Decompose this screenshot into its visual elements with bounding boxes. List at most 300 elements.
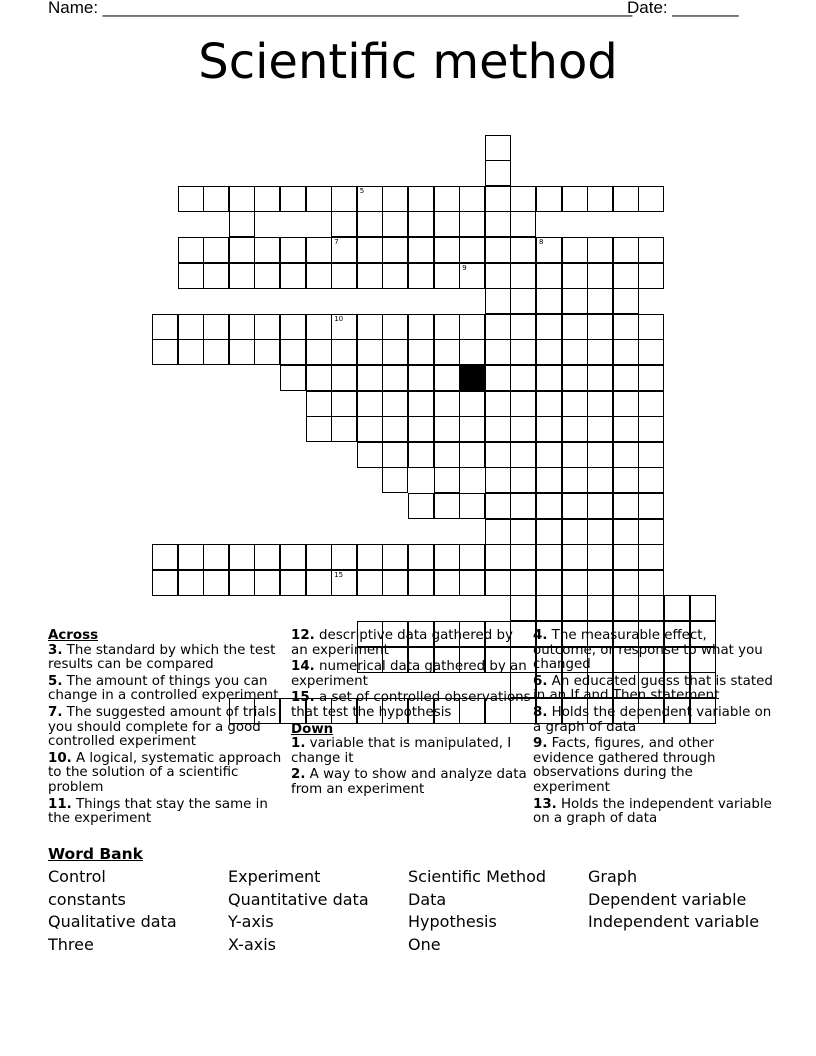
grid-cell[interactable] (280, 339, 306, 365)
clue-text: descriptive data gathered by an experiment (291, 628, 513, 658)
grid-cell[interactable] (536, 595, 562, 621)
clue-section-header: Down (291, 721, 334, 737)
grid-cell[interactable] (331, 365, 357, 391)
grid-cell[interactable] (536, 186, 562, 212)
grid-cell[interactable] (178, 339, 204, 365)
grid-cell[interactable] (280, 544, 306, 570)
grid-cell[interactable] (510, 442, 536, 468)
grid-cell[interactable] (280, 237, 306, 263)
grid-cell[interactable] (306, 416, 332, 442)
grid-cell[interactable] (254, 570, 280, 596)
grid-cell[interactable] (638, 237, 664, 263)
grid-cell[interactable] (638, 519, 664, 545)
grid-cell[interactable] (690, 595, 716, 621)
grid-cell[interactable] (331, 570, 357, 596)
clue-text: Holds the independent variable on a graph of data (533, 796, 772, 827)
grid-cell[interactable] (178, 186, 204, 212)
grid-cell[interactable] (485, 237, 511, 263)
clue-number: 8 (539, 238, 544, 246)
clue-item (48, 752, 288, 796)
grid-cell[interactable] (613, 339, 639, 365)
grid-cell[interactable] (485, 288, 511, 314)
grid-cell[interactable] (408, 365, 434, 391)
grid-cell[interactable] (459, 570, 485, 596)
grid-cell[interactable] (485, 442, 511, 468)
clue-text: variable that is manipulated, I change it (291, 736, 512, 766)
grid-cell[interactable] (562, 314, 588, 340)
grid-cell[interactable] (434, 237, 460, 263)
clue-number-label: 1. (291, 736, 306, 752)
grid-cell[interactable] (459, 314, 485, 340)
grid-cell[interactable] (331, 211, 357, 237)
word-bank-entry: Graph (588, 867, 638, 886)
grid-cell[interactable] (229, 544, 255, 570)
grid-cell[interactable] (638, 442, 664, 468)
grid-cell[interactable] (229, 570, 255, 596)
grid-cell[interactable] (510, 570, 536, 596)
grid-cell[interactable] (408, 416, 434, 442)
grid-cell[interactable] (536, 288, 562, 314)
grid-cell[interactable] (510, 544, 536, 570)
grid-cell[interactable] (638, 339, 664, 365)
grid-cell[interactable] (587, 365, 613, 391)
grid-cell[interactable] (306, 570, 332, 596)
clue-item (48, 706, 288, 750)
grid-cell[interactable] (485, 416, 511, 442)
grid-cell[interactable] (510, 237, 536, 263)
grid-cell[interactable] (613, 391, 639, 417)
grid-cell[interactable] (331, 391, 357, 417)
grid-cell[interactable] (459, 544, 485, 570)
grid-cell[interactable] (382, 391, 408, 417)
grid-cell[interactable] (306, 314, 332, 340)
grid-cell[interactable] (485, 544, 511, 570)
grid-cell[interactable] (357, 391, 383, 417)
grid-cell[interactable] (510, 186, 536, 212)
grid-cell[interactable] (408, 391, 434, 417)
grid-cell[interactable] (357, 365, 383, 391)
grid-cell[interactable] (434, 186, 460, 212)
grid-cell[interactable] (562, 442, 588, 468)
grid-cell[interactable] (587, 544, 613, 570)
grid-cell[interactable] (459, 391, 485, 417)
grid-cell[interactable] (613, 493, 639, 519)
grid-cell[interactable] (485, 314, 511, 340)
grid-cell[interactable] (178, 570, 204, 596)
grid-cell[interactable] (587, 314, 613, 340)
grid-cell[interactable] (434, 211, 460, 237)
grid-cell[interactable] (229, 237, 255, 263)
grid-cell[interactable] (638, 186, 664, 212)
grid-cell[interactable] (382, 365, 408, 391)
grid-cell[interactable] (382, 544, 408, 570)
word-bank-entry: Scientific Method (408, 867, 547, 886)
clue-number-label: 12. (291, 628, 315, 643)
grid-cell[interactable] (587, 288, 613, 314)
grid-cell[interactable] (382, 416, 408, 442)
grid-cell[interactable] (280, 186, 306, 212)
word-bank-title: Word Bank (48, 845, 143, 863)
clue-text: Holds the dependent variable on a graph of data (533, 704, 772, 735)
grid-cell[interactable] (587, 570, 613, 596)
page-title: Scientific method (198, 34, 618, 90)
grid-cell[interactable] (229, 263, 255, 289)
grid-cell[interactable] (459, 211, 485, 237)
grid-cell[interactable] (638, 391, 664, 417)
grid-cell[interactable] (613, 416, 639, 442)
grid-cell[interactable] (485, 493, 511, 519)
grid-cell[interactable] (331, 314, 357, 340)
grid-cell[interactable] (613, 288, 639, 314)
grid-cell[interactable] (485, 135, 511, 161)
grid-cell[interactable] (152, 314, 178, 340)
grid-cell[interactable] (536, 467, 562, 493)
grid-cell[interactable] (254, 544, 280, 570)
grid-cell[interactable] (306, 391, 332, 417)
grid-cell[interactable] (382, 570, 408, 596)
clue-number-label: 11. (48, 796, 72, 812)
grid-cell[interactable] (562, 493, 588, 519)
clue-item (533, 675, 773, 704)
clue-text: An educated guess that is stated in an If and Then statement (533, 673, 773, 704)
grid-cell[interactable] (280, 263, 306, 289)
grid-cell[interactable] (408, 314, 434, 340)
clue-section-header: Across (48, 628, 99, 643)
grid-cell[interactable] (536, 493, 562, 519)
grid-cell[interactable] (536, 416, 562, 442)
grid-cell[interactable] (203, 314, 229, 340)
grid-cell[interactable] (562, 237, 588, 263)
grid-cell[interactable] (510, 493, 536, 519)
grid-cell[interactable] (434, 365, 460, 391)
grid-cell[interactable] (562, 391, 588, 417)
grid-cell[interactable] (485, 339, 511, 365)
grid-cell[interactable] (562, 339, 588, 365)
grid-cell[interactable] (485, 365, 511, 391)
grid-cell[interactable] (510, 467, 536, 493)
grid-cell[interactable] (536, 339, 562, 365)
grid-cell[interactable] (306, 339, 332, 365)
clue-text: The standard by which the test results can be compared (48, 642, 276, 673)
grid-cell[interactable] (254, 339, 280, 365)
word-bank-entry: Qualitative data (48, 912, 177, 932)
grid-cell[interactable] (459, 186, 485, 212)
grid-cell[interactable] (638, 493, 664, 519)
grid-cell[interactable] (536, 237, 562, 263)
grid-cell[interactable] (613, 570, 639, 596)
word-bank-entry: Dependent variable (588, 889, 747, 909)
grid-cell[interactable] (613, 595, 639, 621)
grid-cell[interactable] (382, 263, 408, 289)
grid-cell[interactable] (587, 339, 613, 365)
grid-cell[interactable] (510, 391, 536, 417)
grid-cell[interactable] (562, 263, 588, 289)
grid-cell[interactable] (408, 570, 434, 596)
grid-cell[interactable] (613, 467, 639, 493)
grid-cell[interactable] (536, 391, 562, 417)
grid-cell[interactable] (331, 237, 357, 263)
grid-cell[interactable] (357, 211, 383, 237)
grid-cell[interactable] (485, 391, 511, 417)
grid-cell[interactable] (510, 519, 536, 545)
grid-cell[interactable] (331, 263, 357, 289)
grid-cell[interactable] (536, 570, 562, 596)
grid-cell[interactable] (485, 519, 511, 545)
clue-number-label: 2. (291, 767, 306, 783)
grid-cell[interactable] (459, 416, 485, 442)
grid-cell[interactable] (510, 416, 536, 442)
grid-cell[interactable] (562, 595, 588, 621)
grid-cell[interactable] (229, 314, 255, 340)
clue-item (291, 768, 531, 797)
clue-item (48, 675, 288, 704)
clues-column-3 (533, 629, 773, 829)
grid-cell[interactable] (178, 314, 204, 340)
grid-cell[interactable] (536, 314, 562, 340)
grid-cell[interactable] (485, 186, 511, 212)
grid-cell[interactable] (587, 493, 613, 519)
grid-cell[interactable] (306, 237, 332, 263)
grid-cell[interactable] (254, 186, 280, 212)
grid-cell[interactable] (613, 365, 639, 391)
clue-number: 7 (334, 238, 339, 246)
grid-cell[interactable] (536, 442, 562, 468)
grid-cell[interactable] (562, 416, 588, 442)
grid-cell[interactable] (613, 237, 639, 263)
grid-cell[interactable] (408, 339, 434, 365)
grid-cell[interactable] (203, 237, 229, 263)
grid-cell[interactable] (562, 467, 588, 493)
grid-cell[interactable] (229, 186, 255, 212)
grid-cell[interactable] (459, 365, 485, 391)
grid-cell[interactable] (357, 544, 383, 570)
clue-text: The measurable effect, outcome, or response to what you changed (533, 628, 763, 673)
clue-number-label: 15. (291, 690, 315, 706)
grid-cell[interactable] (562, 186, 588, 212)
grid-cell[interactable] (562, 365, 588, 391)
grid-cell[interactable] (485, 467, 511, 493)
grid-cell[interactable] (357, 237, 383, 263)
grid-cell[interactable] (536, 263, 562, 289)
grid-cell[interactable] (408, 237, 434, 263)
clue-item (291, 629, 531, 658)
grid-cell[interactable] (562, 544, 588, 570)
grid-cell[interactable] (536, 544, 562, 570)
grid-cell[interactable] (638, 263, 664, 289)
grid-cell[interactable] (613, 186, 639, 212)
word-bank-entry: Y-axis (228, 912, 274, 932)
grid-cell[interactable] (459, 339, 485, 365)
grid-cell[interactable] (638, 595, 664, 621)
grid-cell[interactable] (613, 314, 639, 340)
grid-cell[interactable] (434, 416, 460, 442)
grid-cell[interactable] (229, 211, 255, 237)
grid-cell[interactable] (357, 314, 383, 340)
grid-cell[interactable] (408, 263, 434, 289)
grid-cell[interactable] (434, 339, 460, 365)
grid-cell[interactable] (254, 314, 280, 340)
clue-text: Facts, figures, and other evidence gathered through observations during the experiment (533, 736, 716, 795)
grid-cell[interactable] (382, 314, 408, 340)
grid-cell[interactable] (613, 442, 639, 468)
grid-cell[interactable] (280, 365, 306, 391)
grid-cell[interactable] (562, 570, 588, 596)
grid-cell[interactable] (382, 467, 408, 493)
grid-cell[interactable] (357, 442, 383, 468)
grid-cell[interactable] (536, 365, 562, 391)
grid-cell[interactable] (510, 595, 536, 621)
grid-cell[interactable] (280, 570, 306, 596)
grid-cell[interactable] (203, 186, 229, 212)
grid-cell[interactable] (510, 314, 536, 340)
grid-cell[interactable] (229, 339, 255, 365)
grid-cell[interactable] (357, 570, 383, 596)
grid-cell[interactable] (382, 186, 408, 212)
clue-number: 5 (359, 186, 365, 195)
grid-cell[interactable] (178, 263, 204, 289)
grid-cell[interactable] (510, 339, 536, 365)
grid-cell[interactable] (357, 186, 383, 212)
grid-cell[interactable] (357, 339, 383, 365)
grid-cell[interactable] (152, 544, 178, 570)
grid-cell[interactable] (613, 519, 639, 545)
clue-number: 9 (462, 263, 467, 272)
grid-cell[interactable] (459, 263, 485, 289)
grid-cell[interactable] (408, 442, 434, 468)
grid-cell[interactable] (434, 391, 460, 417)
clue-item (533, 737, 773, 795)
grid-cell[interactable] (587, 467, 613, 493)
grid-cell[interactable] (485, 263, 511, 289)
grid-cell[interactable] (254, 263, 280, 289)
grid-cell[interactable] (331, 544, 357, 570)
grid-cell[interactable] (587, 519, 613, 545)
grid-cell[interactable] (587, 186, 613, 212)
grid-cell[interactable] (203, 544, 229, 570)
grid-cell[interactable] (357, 416, 383, 442)
grid-cell[interactable] (459, 442, 485, 468)
grid-cell[interactable] (306, 186, 332, 212)
clue-item (533, 798, 773, 827)
grid-cell[interactable] (434, 314, 460, 340)
grid-cell[interactable] (638, 416, 664, 442)
grid-cell[interactable] (331, 416, 357, 442)
grid-cell[interactable] (306, 263, 332, 289)
clue-number-label: 9. (533, 736, 548, 752)
grid-cell[interactable] (306, 544, 332, 570)
grid-cell[interactable] (587, 391, 613, 417)
grid-cell[interactable] (331, 186, 357, 212)
clue-text: A way to show and analyze data from an experiment (291, 767, 527, 797)
grid-cell[interactable] (434, 493, 460, 519)
grid-cell[interactable] (203, 339, 229, 365)
clue-text: Things that stay the same in the experiment (48, 796, 268, 827)
clue-number: 15 (334, 570, 344, 579)
grid-cell[interactable] (434, 544, 460, 570)
clue-number-label: 6. (533, 673, 548, 689)
grid-cell[interactable] (152, 339, 178, 365)
grid-cell[interactable] (587, 416, 613, 442)
clue-item (291, 737, 531, 766)
grid-cell[interactable] (613, 263, 639, 289)
clue-text: A logical, systematic approach to the solution of a scientific problem (48, 750, 282, 795)
word-bank-entry: Independent variable (588, 912, 760, 932)
clues-column-2 (291, 629, 531, 800)
grid-cell[interactable] (382, 339, 408, 365)
grid-cell[interactable] (203, 570, 229, 596)
word-bank-entry: Three (48, 935, 94, 955)
clue-text: numerical data gathered by an experiment (291, 659, 527, 689)
date-field-label: Date: _______ (627, 0, 739, 17)
grid-cell[interactable] (510, 288, 536, 314)
clue-item (533, 629, 773, 673)
grid-cell[interactable] (485, 160, 511, 186)
grid-cell[interactable] (459, 493, 485, 519)
grid-cell[interactable] (587, 595, 613, 621)
grid-cell[interactable] (408, 544, 434, 570)
grid-cell[interactable] (280, 314, 306, 340)
grid-cell[interactable] (382, 211, 408, 237)
grid-cell[interactable] (408, 211, 434, 237)
grid-cell[interactable] (587, 442, 613, 468)
clue-number-label: 7. (48, 704, 63, 720)
grid-cell[interactable] (587, 263, 613, 289)
grid-cell[interactable] (408, 186, 434, 212)
grid-cell[interactable] (638, 467, 664, 493)
clue-number: 10 (334, 314, 344, 323)
clue-text: The suggested amount of trials you should complete for a good controlled experiment (48, 704, 277, 750)
grid-cell[interactable] (664, 595, 690, 621)
grid-cell[interactable] (562, 288, 588, 314)
grid-cell[interactable] (382, 237, 408, 263)
grid-cell[interactable] (485, 211, 511, 237)
grid-cell[interactable] (357, 263, 383, 289)
grid-cell[interactable] (485, 570, 511, 596)
clue-number-label: 3. (48, 642, 63, 658)
grid-cell[interactable] (638, 365, 664, 391)
grid-cell[interactable] (638, 314, 664, 340)
grid-cell[interactable] (434, 263, 460, 289)
grid-cell[interactable] (331, 339, 357, 365)
grid-cell[interactable] (434, 570, 460, 596)
grid-cell[interactable] (382, 442, 408, 468)
grid-cell[interactable] (459, 237, 485, 263)
grid-cell[interactable] (178, 544, 204, 570)
grid-cell[interactable] (587, 237, 613, 263)
clue-number-label: 10. (48, 750, 72, 766)
grid-cell[interactable] (178, 237, 204, 263)
grid-cell[interactable] (254, 237, 280, 263)
grid-cell[interactable] (510, 263, 536, 289)
grid-cell[interactable] (152, 570, 178, 596)
grid-cell[interactable] (536, 519, 562, 545)
clues-column-1 (48, 629, 288, 829)
word-bank-entry: Data (408, 889, 447, 909)
word-bank-entry: X-axis (228, 935, 276, 955)
grid-cell[interactable] (638, 544, 664, 570)
grid-cell[interactable] (510, 211, 536, 237)
name-field-label: Name: ________________________________________________________ (48, 0, 633, 17)
grid-cell[interactable] (306, 365, 332, 391)
grid-cell[interactable] (434, 442, 460, 468)
grid-cell[interactable] (203, 263, 229, 289)
grid-cell[interactable] (562, 519, 588, 545)
grid-cell[interactable] (510, 365, 536, 391)
grid-cell[interactable] (638, 570, 664, 596)
grid-cell[interactable] (408, 493, 434, 519)
grid-cell[interactable] (434, 467, 460, 493)
grid-cell[interactable] (613, 544, 639, 570)
